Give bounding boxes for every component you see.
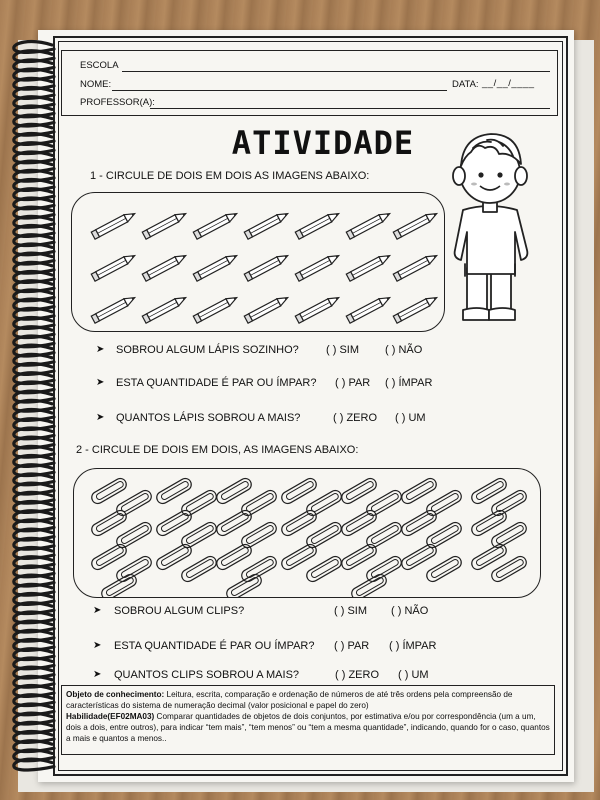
- section2-instruction: 2 - CIRCULE DE DOIS EM DOIS, AS IMAGENS ABAIXO:: [76, 444, 359, 456]
- clips-grid: [74, 469, 540, 597]
- s2-q2-text: ESTA QUANTIDADE É PAR OU ÍMPAR?: [114, 640, 315, 652]
- s1-q3-option-um[interactable]: ( ) UM: [395, 412, 426, 424]
- header-box: [61, 50, 558, 116]
- arrow-icon: ➤: [96, 344, 105, 355]
- s1-q3-option-zero[interactable]: ( ) ZERO: [333, 412, 377, 424]
- s2-q3-option-zero[interactable]: ( ) ZERO: [335, 669, 379, 681]
- pencil-icon-group: [91, 210, 438, 323]
- worksheet-page: [38, 30, 574, 782]
- objeto-label: Objeto de conhecimento:: [66, 690, 165, 699]
- pencils-grid: [72, 193, 444, 331]
- school-line[interactable]: [122, 71, 550, 72]
- arrow-icon: ➤: [93, 640, 102, 651]
- s1-q3-text: QUANTOS LÁPIS SOBROU A MAIS?: [116, 412, 301, 424]
- date-field[interactable]: __/__/____: [482, 78, 535, 89]
- arrow-icon: ➤: [96, 412, 105, 423]
- arrow-icon: ➤: [96, 377, 105, 388]
- s2-q3-text: QUANTOS CLIPS SOBROU A MAIS?: [114, 669, 300, 681]
- s2-q1-text: SOBROU ALGUM CLIPS?: [114, 605, 245, 617]
- arrow-icon: ➤: [93, 669, 102, 680]
- footer-box: [61, 685, 555, 755]
- school-label: ESCOLA: [80, 60, 119, 71]
- s1-q2-text: ESTA QUANTIDADE É PAR OU ÍMPAR?: [116, 377, 317, 389]
- boy-illustration: [443, 128, 538, 328]
- name-label: NOME:: [80, 79, 112, 90]
- s2-q2-option-impar[interactable]: ( ) ÍMPAR: [389, 640, 437, 652]
- spiral-binding: [0, 0, 70, 800]
- name-line[interactable]: [112, 90, 447, 91]
- s1-q2-option-impar[interactable]: ( ) ÍMPAR: [385, 377, 433, 389]
- page-title: ATIVIDADE: [231, 124, 415, 162]
- teacher-line[interactable]: [150, 108, 550, 109]
- s2-q1-option-nao[interactable]: ( ) NÃO: [391, 605, 429, 617]
- s2-q1-option-sim[interactable]: ( ) SIM: [334, 605, 367, 617]
- pencils-box: [71, 192, 445, 332]
- arrow-icon: ➤: [93, 605, 102, 616]
- clip-icon-group: [90, 476, 529, 597]
- s1-q1-option-nao[interactable]: ( ) NÃO: [385, 344, 423, 356]
- s2-q3-option-um[interactable]: ( ) UM: [398, 669, 429, 681]
- s1-q1-option-sim[interactable]: ( ) SIM: [326, 344, 359, 356]
- s1-q2-option-par[interactable]: ( ) PAR: [335, 377, 371, 389]
- habilidade-label: Habilidade(EF02MA03): [66, 712, 155, 721]
- date-label: DATA:: [452, 79, 479, 90]
- habilidade-text: Comparar quantidades de objetos de dois conjuntos, por estimativa e/ou por correspondência (um a um, dois a dois, entre outros), para indicar “tem mais”, “tem menos” ou “tem a mesma quantidade”, indicando, quando for o caso, quantos a mais e quantos a menos..: [66, 712, 550, 743]
- clips-box: [73, 468, 541, 598]
- objeto-text: Leitura, escrita, comparação e ordenação de números de até três ordens pela compreensão de características do sistema de numeração decimal (valor posicional e papel do zero): [66, 690, 513, 710]
- section1-instruction: 1 - CIRCULE DE DOIS EM DOIS AS IMAGENS ABAIXO:: [90, 170, 370, 182]
- s2-q2-option-par[interactable]: ( ) PAR: [334, 640, 370, 652]
- s1-q1-text: SOBROU ALGUM LÁPIS SOZINHO?: [116, 344, 299, 356]
- teacher-label: PROFESSOR(A):: [80, 97, 155, 108]
